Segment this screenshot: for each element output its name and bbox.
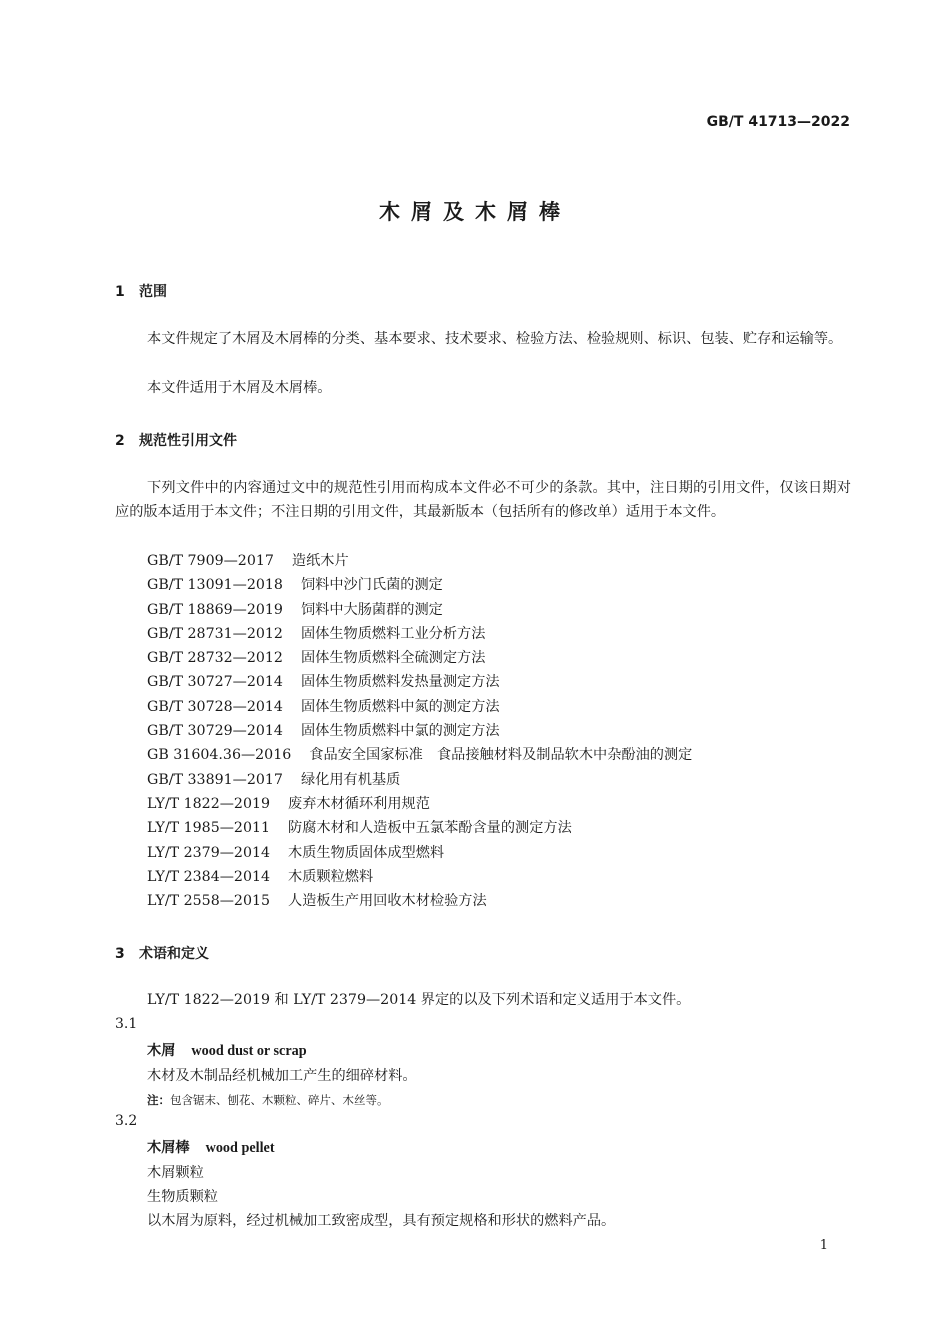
scope-paragraph-2: 本文件适用于木屑及木屑棒。 <box>147 380 332 396</box>
reference-name: 固体生物质燃料全硫测定方法 <box>300 650 486 667</box>
reference-item <box>147 573 692 597</box>
section-title: 范围 <box>139 284 167 300</box>
reference-item <box>147 743 692 767</box>
reference-name: 饲料中沙门氏菌的测定 <box>300 577 443 594</box>
reference-code: LY/T 2379—2014 <box>147 844 271 861</box>
references-intro: 下列文件中的内容通过文中的规范性引用而构成本文件必不可少的条款。其中，注日期的引用文件，仅该日期对应的版本适用于本文件；不注日期的引用文件，其最新版本（包括所有的修改单）适用于本文件。 <box>115 480 851 520</box>
term-chinese: 木屑 <box>147 1043 176 1059</box>
reference-item <box>147 768 692 792</box>
reference-code: LY/T 2384—2014 <box>147 868 271 885</box>
section-heading-terms <box>115 943 209 963</box>
reference-name: 绿化用有机基质 <box>300 771 401 788</box>
note-label: 注： <box>147 1093 170 1107</box>
reference-item <box>147 865 692 889</box>
reference-code: GB/T 7909—2017 <box>147 553 274 569</box>
term-synonym: 生物质颗粒 <box>147 1189 218 1205</box>
reference-name: 固体生物质燃料中氯的测定方法 <box>300 723 500 740</box>
standard-number: GB/T 41713—2022 <box>706 114 850 130</box>
reference-item <box>147 695 692 719</box>
reference-name: 固体生物质燃料发热量测定方法 <box>300 674 500 691</box>
reference-name: 饲料中大肠菌群的测定 <box>300 601 443 618</box>
scope-paragraph-1: 本文件规定了木屑及木屑棒的分类、基本要求、技术要求、检验方法、检验规则、标识、包装、贮存和运输等。 <box>147 331 843 347</box>
section-title: 术语和定义 <box>139 946 209 962</box>
term-note <box>147 1092 389 1108</box>
reference-item <box>147 549 692 573</box>
term-heading <box>147 1137 275 1157</box>
term-synonym: 木屑颗粒 <box>147 1165 204 1181</box>
reference-code: LY/T 1822—2019 <box>147 795 271 812</box>
terms-intro: LY/T 1822—2019 和 LY/T 2379—2014 界定的以及下列术语和定义适用于本文件。 <box>147 992 691 1008</box>
reference-code: GB/T 33891—2017 <box>147 771 283 788</box>
term-english: wood pellet <box>205 1140 275 1156</box>
reference-code: LY/T 2558—2015 <box>147 893 271 910</box>
reference-code: GB/T 30728—2014 <box>147 698 283 715</box>
reference-item <box>147 889 692 913</box>
reference-code: GB/T 28732—2012 <box>147 650 283 667</box>
reference-name: 固体生物质燃料中氮的测定方法 <box>300 698 500 715</box>
section-number: 1 <box>115 284 125 300</box>
reference-name: 人造板生产用回收木材检验方法 <box>288 893 487 910</box>
reference-list <box>147 549 692 913</box>
reference-item <box>147 622 692 646</box>
reference-item <box>147 792 692 816</box>
document-title: 木屑及木屑棒 <box>379 200 571 224</box>
reference-name: 造纸木片 <box>291 553 349 569</box>
reference-name: 固体生物质燃料工业分析方法 <box>300 625 486 642</box>
term-definition: 以木屑为原料，经过机械加工致密成型，具有预定规格和形状的燃料产品。 <box>147 1213 616 1229</box>
reference-name: 木质生物质固体成型燃料 <box>288 844 445 861</box>
section-number: 2 <box>115 433 125 449</box>
reference-item <box>147 816 692 840</box>
reference-item <box>147 598 692 622</box>
term-number: 3.2 <box>115 1113 138 1129</box>
reference-code: GB/T 30727—2014 <box>147 674 283 691</box>
note-text: 包含锯末、刨花、木颗粒、碎片、木丝等。 <box>170 1093 389 1107</box>
section-title: 规范性引用文件 <box>139 433 237 449</box>
section-heading-references <box>115 430 237 450</box>
reference-item <box>147 646 692 670</box>
section-heading-scope <box>115 281 167 301</box>
reference-code: GB/T 18869—2019 <box>147 601 283 618</box>
reference-code: GB/T 13091—2018 <box>147 577 283 594</box>
reference-name: 木质颗粒燃料 <box>288 868 374 885</box>
section-number: 3 <box>115 946 125 962</box>
reference-item <box>147 670 692 694</box>
reference-name: 防腐木材和人造板中五氯苯酚含量的测定方法 <box>288 820 572 837</box>
reference-code: GB 31604.36—2016 <box>147 747 292 764</box>
term-english: wood dust or scrap <box>191 1043 307 1059</box>
reference-name: 食品安全国家标准 食品接触材料及制品软木中杂酚油的测定 <box>309 747 693 764</box>
reference-item <box>147 841 692 865</box>
reference-name: 废弃木材循环利用规范 <box>288 795 430 812</box>
reference-item <box>147 719 692 743</box>
reference-code: LY/T 1985—2011 <box>147 820 271 837</box>
term-definition: 木材及木制品经机械加工产生的细碎材料。 <box>147 1068 417 1084</box>
term-number: 3.1 <box>115 1016 138 1032</box>
page-number: 1 <box>819 1238 828 1253</box>
term-chinese: 木屑棒 <box>147 1140 190 1156</box>
reference-code: GB/T 30729—2014 <box>147 723 283 740</box>
reference-code: GB/T 28731—2012 <box>147 625 283 642</box>
term-heading <box>147 1040 307 1060</box>
